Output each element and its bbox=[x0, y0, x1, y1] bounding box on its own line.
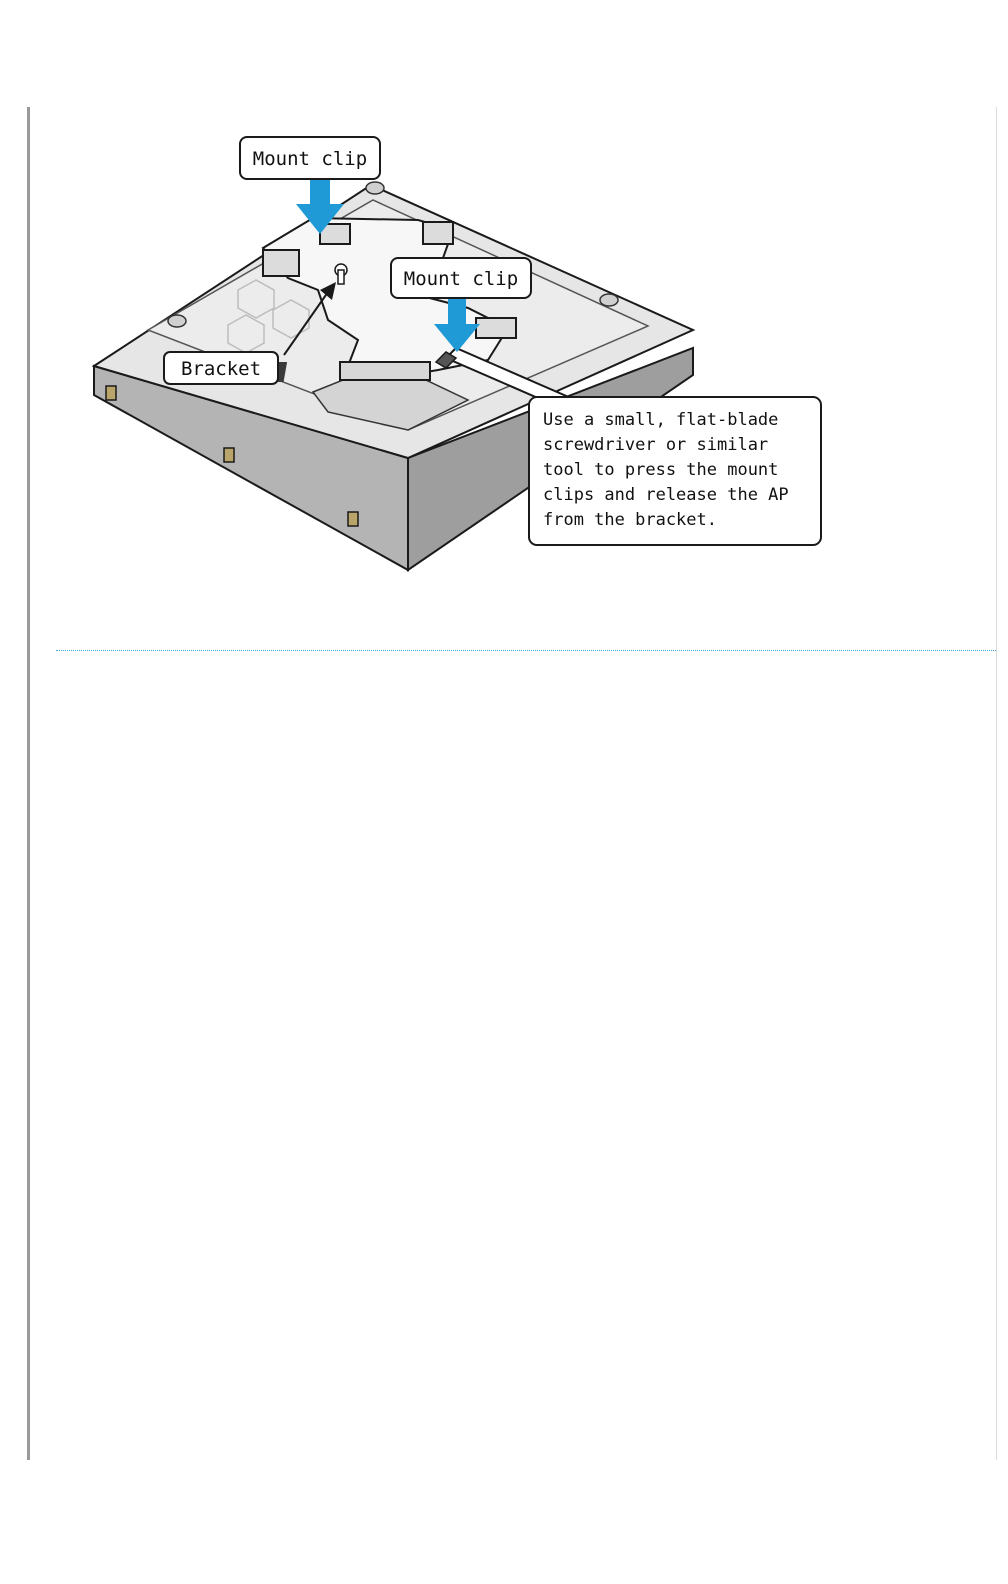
bracket-label: Bracket bbox=[180, 358, 262, 380]
section-separator bbox=[56, 650, 996, 651]
bracket-clip bbox=[476, 318, 516, 338]
right-margin-rule bbox=[996, 107, 997, 1460]
mount-clip-right-label: Mount clip bbox=[403, 268, 519, 290]
bracket-clip bbox=[423, 222, 453, 244]
instruction-line: screwdriver or similar bbox=[543, 435, 769, 455]
bracket-clip bbox=[263, 250, 299, 276]
instruction-line: Use a small, flat-blade bbox=[543, 410, 779, 430]
instruction-line: from the bracket. bbox=[543, 510, 717, 530]
bracket-clip bbox=[340, 362, 430, 380]
instruction-line: clips and release the AP bbox=[543, 485, 789, 505]
mount-clip-top-label: Mount clip bbox=[252, 148, 368, 170]
screw-hole bbox=[168, 315, 186, 327]
left-margin-rule bbox=[27, 107, 30, 1460]
screw-hole bbox=[600, 294, 618, 306]
screw-hole bbox=[366, 182, 384, 194]
ap-bracket-illustration bbox=[88, 130, 828, 575]
keyhole-slot bbox=[338, 270, 344, 284]
instruction-line: tool to press the mount bbox=[543, 460, 779, 480]
